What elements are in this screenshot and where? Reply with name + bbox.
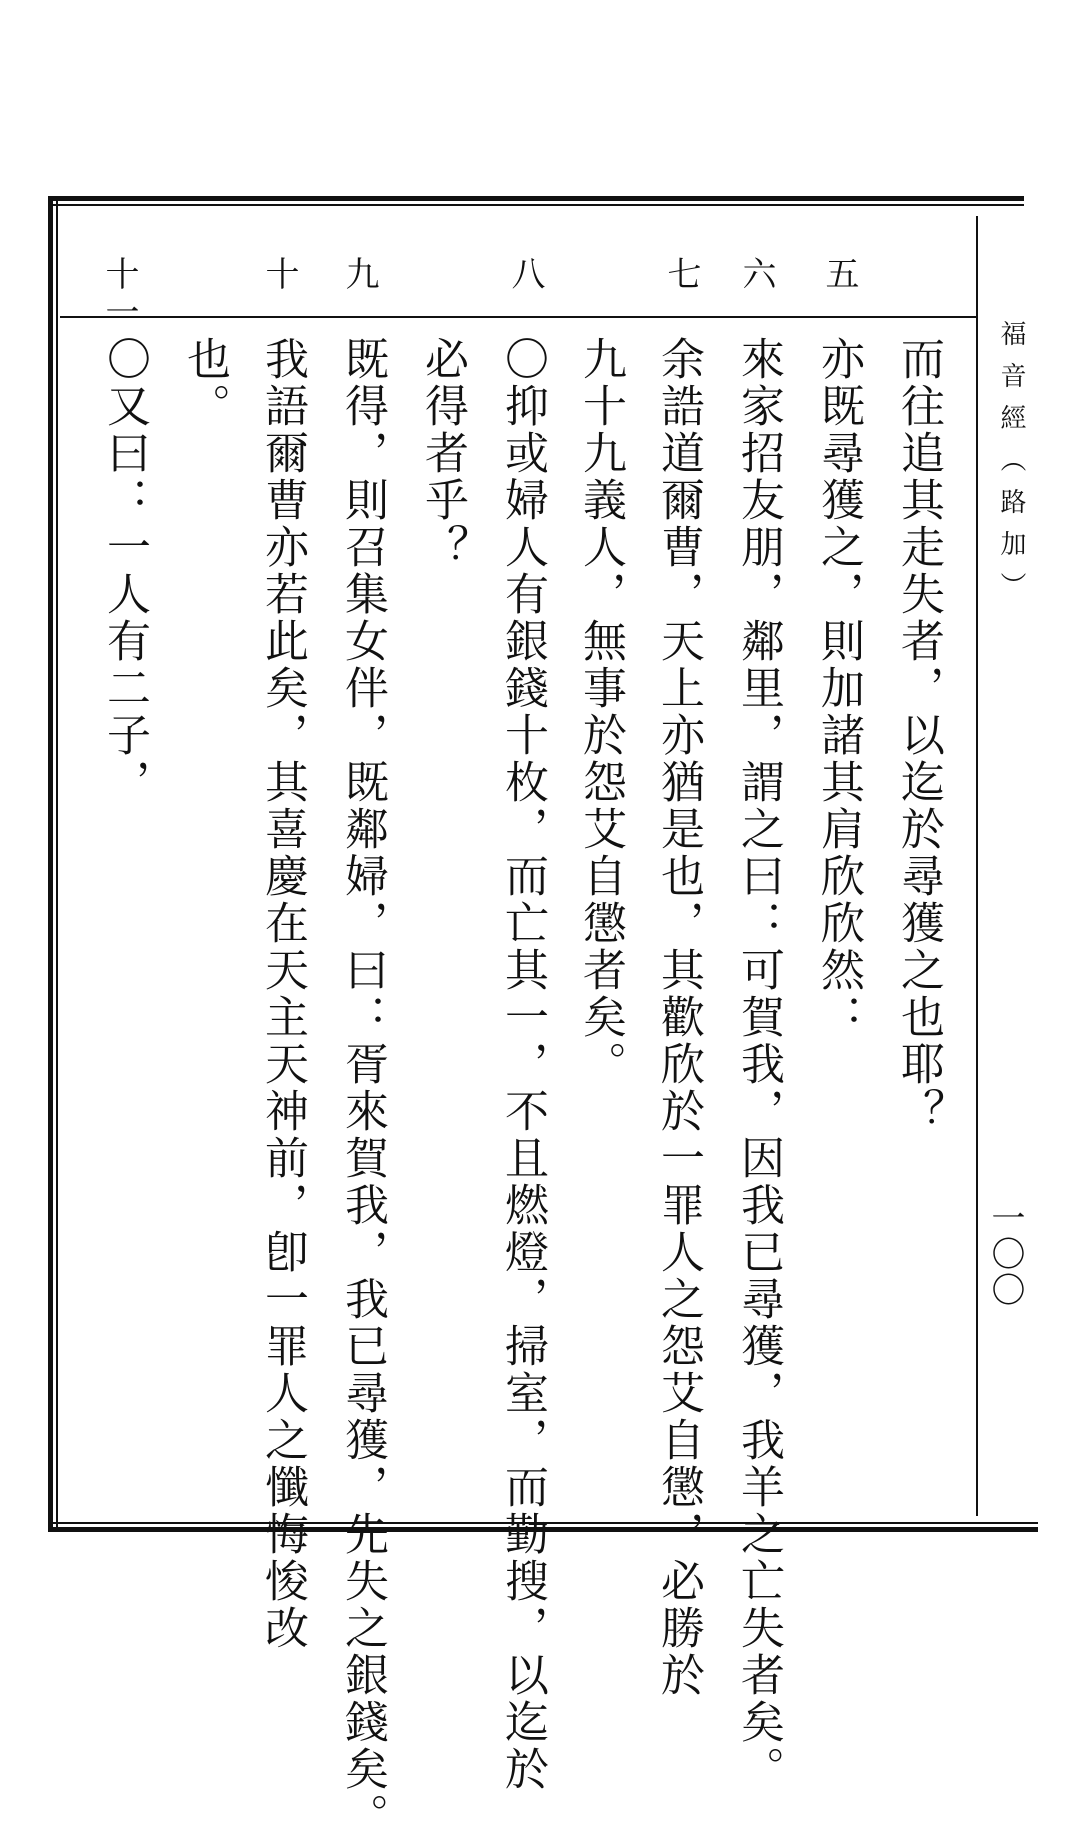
text-column-1: 而往追其走失者，以迄於尋獲之也耶？	[893, 336, 944, 1135]
text-column-5: 九十九義人，無事於怨艾自懲者矣。	[575, 336, 626, 1088]
verse-number-11: 十一	[99, 256, 139, 332]
verse-number-10: 十	[259, 256, 299, 294]
frame-right-rule	[976, 216, 978, 1516]
running-head: 福音經（路加）	[996, 320, 1026, 614]
verse-number-8: 八	[505, 256, 545, 294]
text-column-8: 既得，則召集女伴，既鄰婦，曰：胥來賀我，我已尋獲，先失之銀錢矣。	[337, 336, 388, 1840]
text-column-11: 〇又曰：一人有二子，	[99, 336, 150, 806]
verse-number-9: 九	[339, 256, 379, 294]
text-column-10: 也。	[179, 336, 230, 430]
text-column-4: 余誥道爾曹，天上亦猶是也，其歡欣於一罪人之怨艾自懲，必勝於	[653, 336, 704, 1699]
frame-left-rule	[48, 196, 58, 1532]
text-column-9: 我語爾曹亦若此矣，其喜慶在天主天神前，卽一罪人之懺悔悛改	[257, 336, 308, 1652]
verse-number-6: 六	[736, 256, 776, 294]
text-column-7: 必得者乎？	[417, 336, 468, 571]
verse-number-5: 五	[819, 256, 859, 294]
verse-number-rule	[60, 316, 976, 318]
text-column-2: 亦既尋獲之，則加諸其肩欣欣然：	[813, 336, 864, 1041]
text-column-6: 〇抑或婦人有銀錢十枚，而亡其一，不且燃燈，掃室，而勤搜，以迄於	[497, 336, 548, 1793]
text-column-3: 來家招友朋，鄰里，謂之曰：可賀我，因我已尋獲，我羊之亡失者矣。	[733, 336, 784, 1793]
verse-number-7: 七	[661, 256, 701, 294]
frame-top-rule	[48, 196, 1024, 206]
page-number: 一〇〇	[985, 1200, 1025, 1308]
